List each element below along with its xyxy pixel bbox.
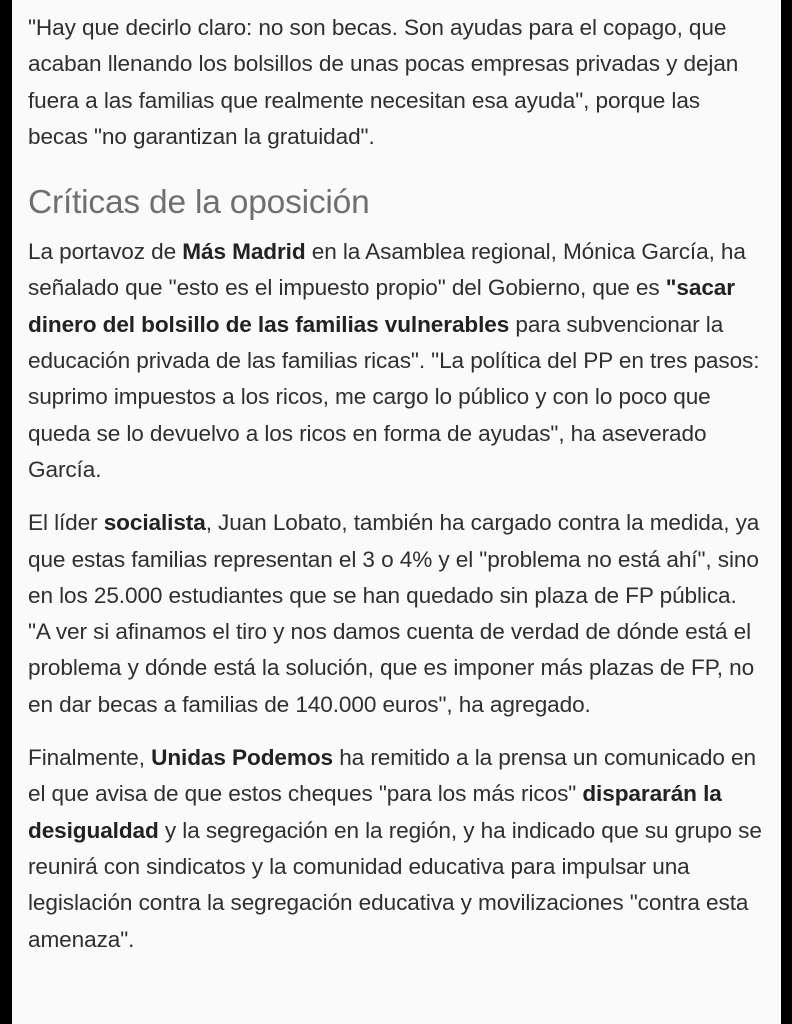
bold-party-name: Más Madrid bbox=[182, 239, 306, 265]
text-run: en la Asamblea regional, Mónica García, ha señalado que "esto es el impuesto propio" del Gobierno, que es bbox=[28, 239, 746, 301]
paragraph-socialista bbox=[28, 505, 763, 723]
bold-quote: "sacar dinero del bolsillo de las familias vulnerables bbox=[28, 275, 735, 337]
text-run: para subvencionar la educación privada de las familias ricas". "La política del PP en tres pasos: suprimo impuestos a los ricos, me cargo lo público y con lo poco que queda se lo devuelvo a los ricos en forma de ayudas", ha aseverado García. bbox=[28, 311, 760, 482]
bold-party-name: Unidas Podemos bbox=[151, 745, 334, 771]
intro-quote: "Hay que decirlo claro: no son becas. Son ayudas para el copago, que acaban llenando los bolsillos de unas pocas empresas privadas y dejan fuera a las familias que realmente necesitan esa ayuda", porque las becas "no garantizan la gratuidad". bbox=[28, 15, 739, 149]
bold-party-name: socialista bbox=[103, 510, 206, 536]
text-run: ha remitido a la prensa un comunicado en el que avisa de que estos cheques "para los más ricos" bbox=[28, 745, 756, 807]
article-page bbox=[12, 0, 781, 1024]
text-run: , Juan Lobato, también ha cargado contra la medida, ya que estas familias representan el 3 o 4% y el "problema no está ahí", sino en los 25.000 estudiantes que se han quedado sin plaza de FP pública. "A ver si afinamos el tiro y nos damos cuenta de verdad de dónde está el problema y dónde está la solución, que es imponer más plazas de FP, no en dar becas a familias de 140.000 euros", ha agregado. bbox=[28, 510, 760, 717]
bold-phrase: dispararán la desigualdad bbox=[28, 781, 722, 843]
paragraph-unidas-podemos bbox=[28, 740, 763, 958]
paragraph-mas-madrid bbox=[28, 234, 763, 488]
text-run: Finalmente, bbox=[28, 745, 152, 771]
text-run: La portavoz de bbox=[28, 239, 183, 265]
text-run: y la segregación en la región, y ha indicado que su grupo se reunirá con sindicatos y la comunidad educativa para impulsar una legislación contra la segregación educativa y movilizaciones "contra esta amenaza". bbox=[28, 817, 762, 952]
text-run: El líder bbox=[28, 510, 104, 536]
section-heading: Críticas de la oposición bbox=[28, 184, 370, 222]
